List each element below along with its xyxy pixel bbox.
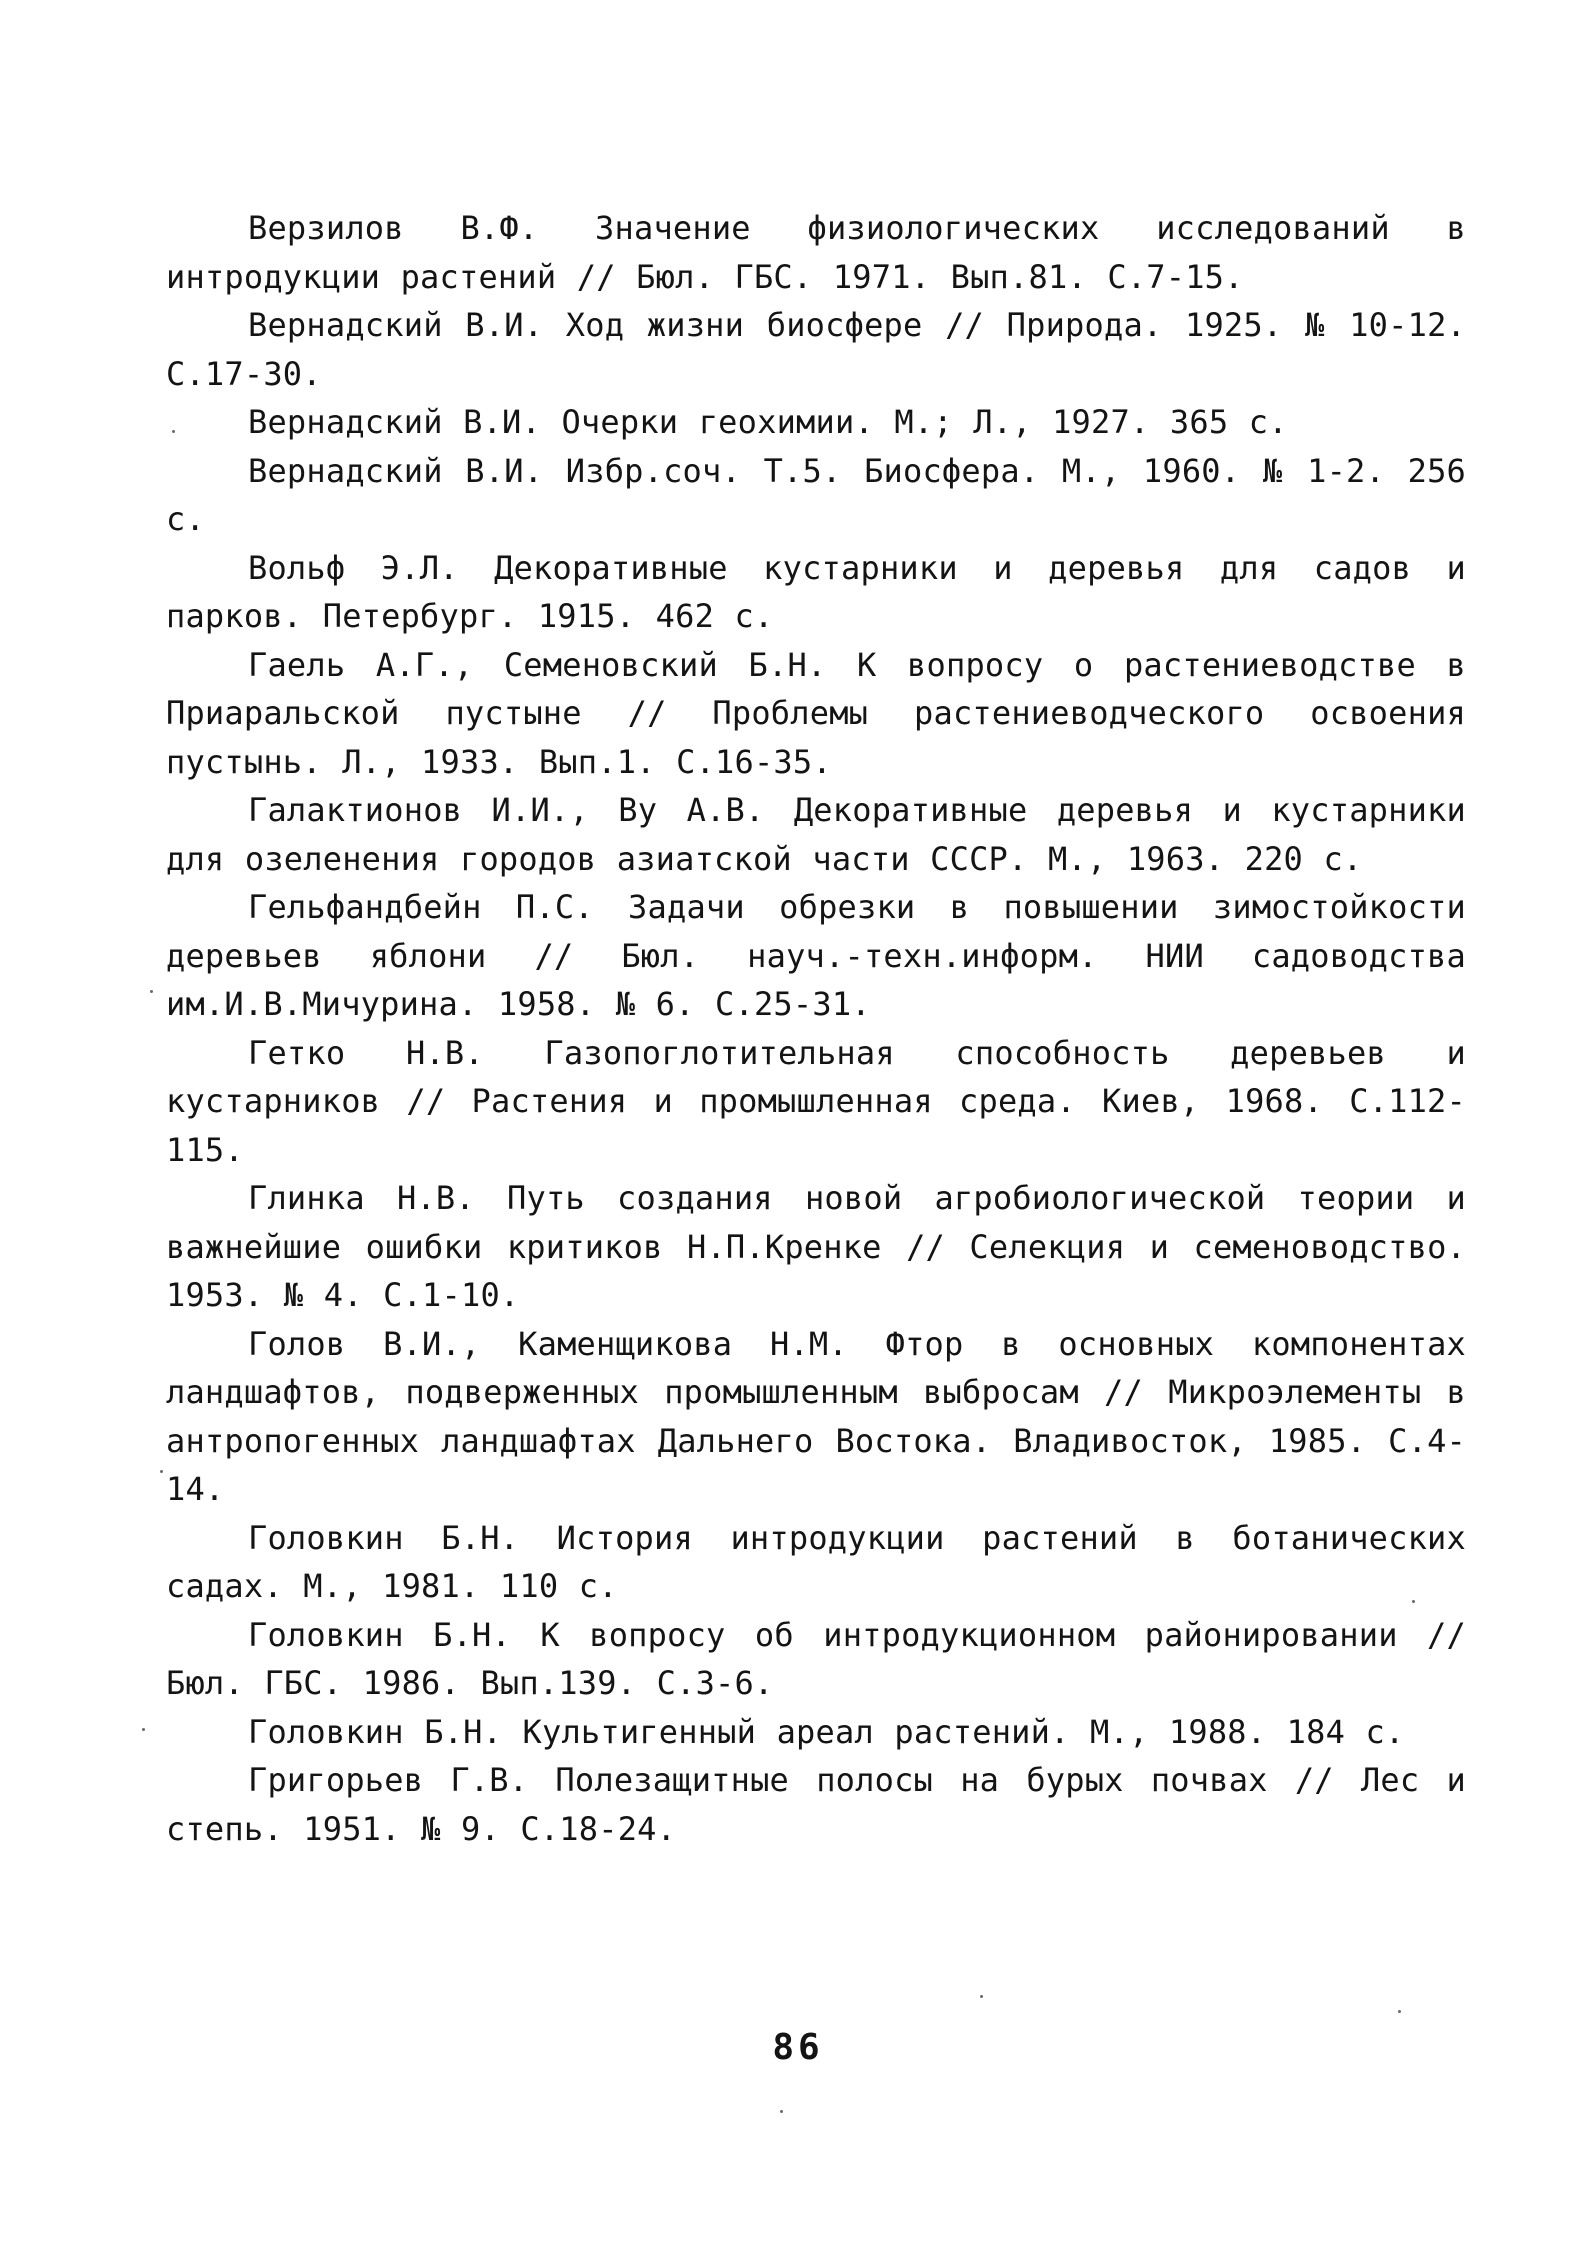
- bibliography-entry: Галактионов И.И., Ву А.В. Декоративные деревья и кустарники для озеленения городов азиатской части СССР. М., 1963. 220 с.: [166, 791, 1466, 878]
- bibliography-entry: Гетко Н.В. Газопоглотительная способность деревьев и кустарников // Растения и промышленная среда. Киев, 1968. С.112-115.: [166, 1033, 1466, 1169]
- bibliography-entry: Головкин Б.Н. Культигенный ареал растений. М., 1988. 184 с.: [248, 1712, 1405, 1751]
- bibliography-entry: Голов В.И., Каменщикова Н.М. Фтор в основных компонентах ландшафтов, подверженных промышленным выбросам // Микроэлементы в антропогенных ландшафтах Дальнего Востока. Владивосток, 1985. С.4-14.: [166, 1324, 1466, 1508]
- scan-speck: [160, 1470, 163, 1473]
- bibliography-entry: Гаель А.Г., Семеновский Б.Н. К вопросу о растениеводстве в Приаральской пустыне // Проблемы растениеводческого освоения пустынь. Л., 1933. Вып.1. С.16-35.: [166, 645, 1466, 781]
- bibliography-entry: Григорьев Г.В. Полезащитные полосы на бурых почвах // Лес и степь. 1951. № 9. С.18-24.: [166, 1761, 1466, 1848]
- bibliography-entry: Верзилов В.Ф. Значение физиологических исследований в интродукции растений // Бюл. ГБС. 1971. Вып.81. С.7-15.: [166, 209, 1466, 296]
- scan-speck: [172, 430, 175, 433]
- bibliography-entry: Глинка Н.В. Путь создания новой агробиологической теории и важнейшие ошибки критиков Н.П.Кренке // Селекция и семеноводство. 1953. № 4. С.1-10.: [166, 1179, 1466, 1314]
- scan-speck: [142, 1728, 145, 1731]
- scan-speck: [980, 1995, 983, 1998]
- bibliography-entry: Вольф Э.Л. Декоративные кустарники и деревья для садов и парков. Петербург. 1915. 462 с.: [166, 548, 1466, 635]
- scan-speck: [1398, 2010, 1401, 2013]
- page-number: 86: [772, 2027, 824, 2068]
- bibliography-entry: Вернадский В.И. Очерки геохимии. М.; Л., 1927. 365 с.: [248, 403, 1288, 441]
- scan-speck: [780, 2110, 783, 2113]
- bibliography-entry: Гельфандбейн П.С. Задачи обрезки в повышении зимостойкости деревьев яблони // Бюл. науч.-техн.информ. НИИ садоводства им.И.В.Мичурина. 1958. № 6. С.25-31.: [166, 888, 1466, 1023]
- bibliography-entry: Головкин Б.Н. История интродукции растений в ботанических садах. М., 1981. 110 с.: [166, 1518, 1466, 1605]
- bibliography-entry: Головкин Б.Н. К вопросу об интродукционном районировании // Бюл. ГБС. 1986. Вып.139. С.3-6.: [166, 1615, 1466, 1702]
- scan-speck: [150, 990, 153, 993]
- bibliography-entry: Вернадский В.И. Избр.соч. Т.5. Биосфера. М., 1960. № 1-2. 256 с.: [166, 451, 1466, 538]
- bibliography-entry: Вернадский В.И. Ход жизни биосфере // Природа. 1925. № 10-12. С.17-30.: [166, 306, 1466, 393]
- bibliography-list: [166, 204, 1466, 1853]
- scan-speck: [1412, 1600, 1415, 1603]
